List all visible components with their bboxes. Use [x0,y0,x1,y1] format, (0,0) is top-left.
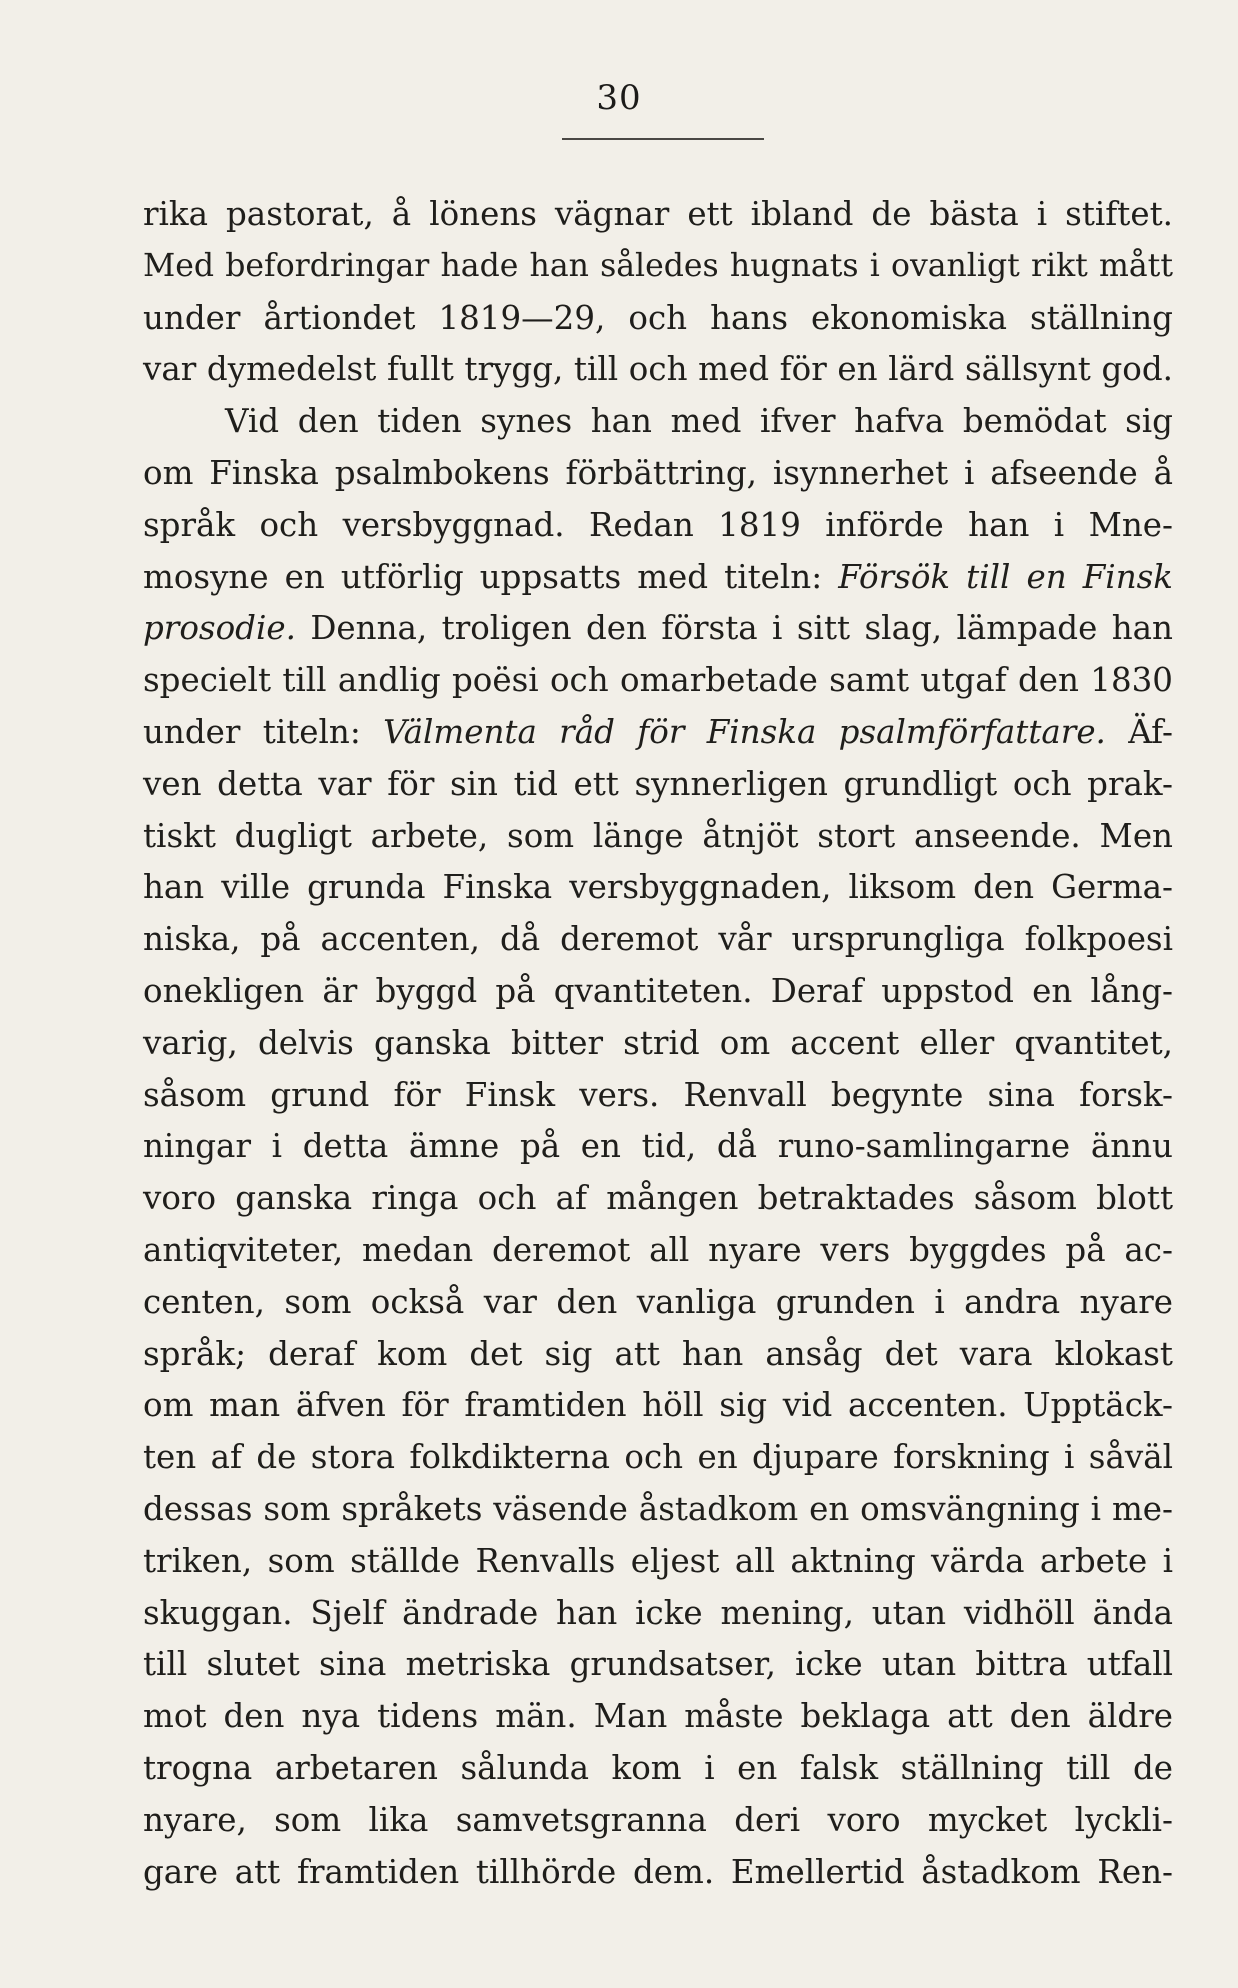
text-line-content: niska, på accenten, då deremot vår ursprungliga folkpoesi [143,920,1173,959]
text-line-content: var dymedelst fullt trygg, till och med för en lärd sällsynt god. [143,350,1173,389]
text-line [143,1225,1173,1277]
text-line-content: centen, som också var den vanliga grunden i andra nyare [143,1282,1173,1321]
body-text [143,189,1173,1898]
text-line-content: ven detta var för sin tid ett synnerligen grundligt och prak- [143,764,1173,803]
text-line [143,552,1173,604]
text-line-content: ten af de stora folkdikterna och en djupare forskning i såväl [143,1438,1173,1477]
text-line [143,1484,1173,1536]
text-line-content: om man äfven för framtiden höll sig vid accenten. Upptäck- [143,1386,1173,1425]
text-line [143,241,1173,293]
page-number: 30 [596,78,642,118]
text-line-content: onekligen är byggd på qvantiteten. Deraf uppstod en lång- [143,971,1173,1010]
text-line-content: triken, som ställde Renvalls eljest all aktning värda arbete i [143,1541,1173,1580]
text-line-content: språk; deraf kom det sig att han ansåg det vara klokast [143,1334,1173,1373]
text-line-content: ningar i detta ämne på en tid, då runo-samlingarne ännu [143,1127,1173,1166]
text-line-content: voro ganska ringa och af mången betraktades såsom blott [143,1179,1173,1218]
text-line [143,1277,1173,1329]
italic-title: prosodie. [143,609,296,648]
text-line-content: Denna, troligen den första i sitt slag, lämpade han [295,609,1173,648]
text-line [143,1018,1173,1070]
text-line-content: under årtiondet 1819—29, och hans ekonomiska ställning [143,298,1173,337]
text-line [143,1173,1173,1225]
text-line [143,1795,1173,1847]
text-line [143,1847,1173,1899]
text-line [143,914,1173,966]
text-line [143,811,1173,863]
text-line-content: tiskt dugligt arbete, som länge åtnjöt stort anseende. Men [143,816,1173,855]
text-line-content: han ville grunda Finska versbyggnaden, liksom den Germa- [143,868,1173,907]
text-line-content: språk och versbyggnad. Redan 1819 införde han i Mne- [143,505,1173,544]
text-line [143,500,1173,552]
text-line-content: till slutet sina metriska grundsatser, icke utan bittra utfall [143,1645,1173,1684]
text-line [143,1070,1173,1122]
text-line-content: mosyne en utförlig uppsatts med titeln: [143,557,839,596]
text-line [143,1380,1173,1432]
text-line [143,862,1173,914]
text-line [143,1329,1173,1381]
text-line [143,707,1173,759]
text-line-content: Vid den tiden synes han med ifver hafva bemödat sig [225,402,1173,441]
text-line [143,603,1173,655]
text-line [143,344,1173,396]
text-line-content: nyare, som lika samvetsgranna deri voro mycket lyckli- [143,1800,1173,1839]
text-line-content: varig, delvis ganska bitter strid om accent eller qvantitet, [143,1023,1173,1062]
text-line [143,759,1173,811]
text-line [143,293,1173,345]
text-line-content: såsom grund för Finsk vers. Renvall begynte sina forsk- [143,1075,1173,1114]
text-line-content: gare att framtiden tillhörde dem. Emellertid åstadkom Ren- [143,1852,1173,1891]
text-line [143,1639,1173,1691]
text-line-content: dessas som språkets väsende åstadkom en omsvängning i me- [143,1489,1173,1528]
text-line-content: Med befordringar hade han således hugnats i ovanligt rikt mått [143,247,1173,284]
text-line-content: antiqviteter, medan deremot all nyare vers byggdes på ac- [143,1230,1173,1269]
text-line [143,655,1173,707]
text-line-content: specielt till andlig poësi och omarbetade samt utgaf den 1830 [143,661,1173,700]
text-line [143,1432,1173,1484]
header-rule [562,138,764,140]
text-line [143,1691,1173,1743]
italic-title: Välmenta råd för Finska psalmförfattare. [383,712,1106,751]
text-line [143,396,1173,448]
text-line-content: Äf- [1105,712,1173,751]
text-line-content: skuggan. Sjelf ändrade han icke mening, utan vidhöll ända [143,1593,1173,1632]
text-line-content: trogna arbetaren sålunda kom i en falsk ställning till de [143,1748,1173,1787]
italic-title: Försök till en Finsk [838,557,1173,596]
text-line-content: under titeln: [143,712,384,751]
text-line [143,1743,1173,1795]
text-line-content: om Finska psalmbokens förbättring, isynnerhet i afseende å [143,453,1173,492]
text-line [143,1536,1173,1588]
text-line [143,966,1173,1018]
text-line-content: rika pastorat, å lönens vägnar ett ibland de bästa i stiftet. [143,195,1173,233]
text-line [143,448,1173,500]
text-line-content: mot den nya tidens män. Man måste beklaga att den äldre [143,1697,1173,1736]
text-line [143,1588,1173,1640]
text-line [143,189,1173,241]
text-line [143,1121,1173,1173]
